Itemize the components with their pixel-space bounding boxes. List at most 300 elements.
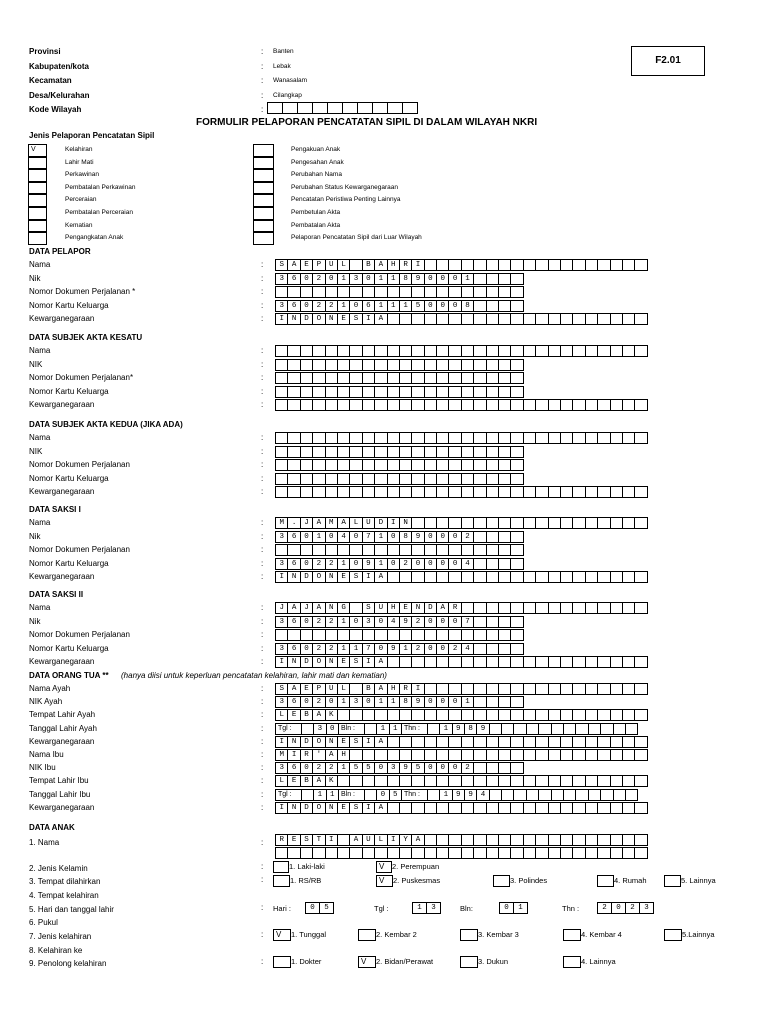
char-cell[interactable] (387, 544, 400, 556)
char-cell[interactable] (510, 372, 523, 384)
char-cell[interactable] (560, 683, 573, 695)
char-cell[interactable] (597, 709, 610, 721)
field-boxes[interactable] (275, 259, 648, 271)
char-cell[interactable] (461, 736, 474, 748)
char-cell[interactable] (473, 486, 486, 498)
char-cell[interactable] (275, 486, 288, 498)
char-cell[interactable] (461, 259, 474, 271)
option-checkbox[interactable]: V (358, 956, 376, 968)
jenis-checkbox[interactable] (253, 144, 274, 157)
char-cell[interactable] (486, 656, 499, 668)
char-cell[interactable]: 0 (436, 762, 449, 774)
char-cell[interactable]: 5 (319, 902, 334, 914)
char-cell[interactable] (337, 432, 350, 444)
char-cell[interactable] (473, 558, 486, 570)
char-cell[interactable] (424, 749, 437, 761)
char-cell[interactable] (498, 359, 511, 371)
char-cell[interactable] (473, 847, 486, 859)
char-cell[interactable] (597, 802, 610, 814)
char-cell[interactable] (510, 446, 523, 458)
char-cell[interactable] (622, 313, 635, 325)
char-cell[interactable]: D (300, 656, 313, 668)
char-cell[interactable] (600, 723, 613, 735)
char-cell[interactable]: 0 (448, 531, 461, 543)
char-cell[interactable] (436, 736, 449, 748)
char-cell[interactable] (538, 789, 551, 801)
char-cell[interactable] (399, 709, 412, 721)
field-boxes[interactable] (275, 629, 524, 641)
char-cell[interactable] (560, 259, 573, 271)
char-cell[interactable] (613, 723, 626, 735)
char-cell[interactable] (448, 775, 461, 787)
char-cell[interactable] (448, 259, 461, 271)
char-cell[interactable] (473, 602, 486, 614)
char-cell[interactable] (387, 802, 400, 814)
char-cell[interactable] (448, 345, 461, 357)
char-cell[interactable] (374, 544, 387, 556)
char-cell[interactable] (560, 517, 573, 529)
char-cell[interactable]: I (275, 571, 288, 583)
char-cell[interactable] (486, 345, 499, 357)
char-cell[interactable] (597, 486, 610, 498)
char-cell[interactable]: 0 (436, 616, 449, 628)
char-cell[interactable]: 3 (275, 696, 288, 708)
char-cell[interactable] (374, 749, 387, 761)
char-cell[interactable] (585, 313, 598, 325)
char-cell[interactable] (572, 399, 585, 411)
char-cell[interactable] (585, 656, 598, 668)
char-cell[interactable] (349, 446, 362, 458)
char-cell[interactable] (473, 544, 486, 556)
char-cell[interactable]: I (411, 683, 424, 695)
field-boxes[interactable] (275, 459, 524, 471)
hari-boxes[interactable] (305, 902, 334, 914)
char-cell[interactable] (486, 571, 499, 583)
char-cell[interactable]: 2 (312, 696, 325, 708)
char-cell[interactable]: 3 (275, 762, 288, 774)
char-cell[interactable] (597, 834, 610, 846)
char-cell[interactable] (634, 571, 647, 583)
char-cell[interactable] (374, 372, 387, 384)
char-cell[interactable] (486, 446, 499, 458)
char-cell[interactable] (300, 486, 313, 498)
jenis-checkbox[interactable] (253, 182, 274, 195)
char-cell[interactable] (424, 834, 437, 846)
char-cell[interactable] (461, 571, 474, 583)
char-cell[interactable]: R (448, 602, 461, 614)
char-cell[interactable] (275, 544, 288, 556)
date-value-cell[interactable]: 0 (376, 789, 389, 801)
char-cell[interactable] (337, 629, 350, 641)
char-cell[interactable] (399, 359, 412, 371)
char-cell[interactable]: L (337, 259, 350, 271)
char-cell[interactable]: S (362, 602, 375, 614)
char-cell[interactable] (535, 736, 548, 748)
char-cell[interactable] (374, 386, 387, 398)
char-cell[interactable]: A (287, 602, 300, 614)
char-cell[interactable]: D (300, 313, 313, 325)
char-cell[interactable] (486, 486, 499, 498)
char-cell[interactable]: 0 (411, 558, 424, 570)
char-cell[interactable] (300, 459, 313, 471)
char-cell[interactable] (337, 359, 350, 371)
char-cell[interactable] (535, 834, 548, 846)
char-cell[interactable] (312, 372, 325, 384)
char-cell[interactable]: L (275, 775, 288, 787)
char-cell[interactable] (287, 432, 300, 444)
char-cell[interactable]: 8 (399, 531, 412, 543)
char-cell[interactable] (436, 486, 449, 498)
char-cell[interactable] (548, 656, 561, 668)
char-cell[interactable] (436, 345, 449, 357)
char-cell[interactable]: 1 (399, 643, 412, 655)
char-cell[interactable]: 0 (300, 762, 313, 774)
char-cell[interactable] (572, 775, 585, 787)
field-boxes[interactable] (275, 544, 524, 556)
jenis-checkbox[interactable] (253, 220, 274, 233)
field-boxes[interactable] (275, 802, 648, 814)
char-cell[interactable] (473, 749, 486, 761)
char-cell[interactable] (424, 372, 437, 384)
char-cell[interactable] (349, 399, 362, 411)
char-cell[interactable] (461, 313, 474, 325)
char-cell[interactable] (337, 473, 350, 485)
char-cell[interactable] (424, 345, 437, 357)
char-cell[interactable] (387, 571, 400, 583)
char-cell[interactable] (349, 749, 362, 761)
char-cell[interactable] (411, 372, 424, 384)
char-cell[interactable] (535, 709, 548, 721)
char-cell[interactable] (610, 399, 623, 411)
field-boxes[interactable] (275, 313, 648, 325)
char-cell[interactable] (300, 432, 313, 444)
char-cell[interactable] (535, 775, 548, 787)
char-cell[interactable] (510, 345, 523, 357)
char-cell[interactable]: D (424, 602, 437, 614)
char-cell[interactable]: O (312, 736, 325, 748)
char-cell[interactable] (560, 709, 573, 721)
char-cell[interactable] (411, 775, 424, 787)
char-cell[interactable]: J (275, 602, 288, 614)
char-cell[interactable]: N (325, 802, 338, 814)
char-cell[interactable] (399, 629, 412, 641)
char-cell[interactable] (585, 683, 598, 695)
char-cell[interactable] (498, 399, 511, 411)
char-cell[interactable]: 1 (337, 300, 350, 312)
char-cell[interactable] (461, 709, 474, 721)
char-cell[interactable] (548, 775, 561, 787)
char-cell[interactable] (275, 372, 288, 384)
char-cell[interactable]: 1 (461, 273, 474, 285)
char-cell[interactable]: N (287, 802, 300, 814)
char-cell[interactable] (572, 571, 585, 583)
char-cell[interactable] (287, 459, 300, 471)
char-cell[interactable] (597, 313, 610, 325)
char-cell[interactable] (399, 386, 412, 398)
char-cell[interactable] (448, 544, 461, 556)
char-cell[interactable] (486, 696, 499, 708)
char-cell[interactable] (399, 775, 412, 787)
char-cell[interactable] (634, 399, 647, 411)
char-cell[interactable] (411, 736, 424, 748)
char-cell[interactable] (498, 696, 511, 708)
char-cell[interactable] (572, 847, 585, 859)
char-cell[interactable] (461, 459, 474, 471)
char-cell[interactable]: S (349, 656, 362, 668)
char-cell[interactable] (610, 517, 623, 529)
char-cell[interactable] (572, 602, 585, 614)
char-cell[interactable] (473, 709, 486, 721)
char-cell[interactable]: 2 (461, 531, 474, 543)
char-cell[interactable] (297, 102, 313, 114)
char-cell[interactable]: I (275, 802, 288, 814)
char-cell[interactable] (275, 432, 288, 444)
char-cell[interactable] (399, 313, 412, 325)
char-cell[interactable]: 1 (374, 696, 387, 708)
char-cell[interactable] (498, 345, 511, 357)
char-cell[interactable]: Y (399, 834, 412, 846)
char-cell[interactable] (585, 834, 598, 846)
field-boxes[interactable] (275, 386, 524, 398)
char-cell[interactable]: 5 (362, 762, 375, 774)
char-cell[interactable] (325, 629, 338, 641)
char-cell[interactable]: 0 (325, 273, 338, 285)
char-cell[interactable]: S (275, 683, 288, 695)
char-cell[interactable]: 4 (337, 531, 350, 543)
char-cell[interactable] (486, 544, 499, 556)
char-cell[interactable] (312, 386, 325, 398)
char-cell[interactable] (448, 486, 461, 498)
char-cell[interactable]: S (349, 736, 362, 748)
char-cell[interactable] (399, 802, 412, 814)
char-cell[interactable] (461, 359, 474, 371)
char-cell[interactable]: 2 (325, 762, 338, 774)
char-cell[interactable] (486, 643, 499, 655)
char-cell[interactable]: 0 (300, 616, 313, 628)
char-cell[interactable] (523, 802, 536, 814)
char-cell[interactable] (486, 313, 499, 325)
char-cell[interactable] (523, 749, 536, 761)
char-cell[interactable]: E (287, 709, 300, 721)
char-cell[interactable] (585, 736, 598, 748)
char-cell[interactable] (287, 629, 300, 641)
char-cell[interactable] (275, 286, 288, 298)
char-cell[interactable]: D (300, 736, 313, 748)
char-cell[interactable] (436, 709, 449, 721)
char-cell[interactable]: 6 (287, 273, 300, 285)
char-cell[interactable] (287, 386, 300, 398)
char-cell[interactable] (572, 432, 585, 444)
char-cell[interactable] (535, 313, 548, 325)
char-cell[interactable] (473, 802, 486, 814)
char-cell[interactable]: B (300, 709, 313, 721)
char-cell[interactable]: U (325, 259, 338, 271)
char-cell[interactable]: 2 (325, 300, 338, 312)
jenis-checkbox[interactable] (28, 220, 47, 233)
char-cell[interactable] (597, 656, 610, 668)
option-checkbox[interactable]: V (376, 875, 393, 887)
char-cell[interactable]: 1 (461, 696, 474, 708)
char-cell[interactable]: 0 (448, 762, 461, 774)
char-cell[interactable] (498, 286, 511, 298)
char-cell[interactable]: M (275, 749, 288, 761)
char-cell[interactable]: R (399, 683, 412, 695)
char-cell[interactable] (572, 259, 585, 271)
char-cell[interactable] (510, 656, 523, 668)
char-cell[interactable] (610, 602, 623, 614)
char-cell[interactable]: ' (312, 749, 325, 761)
char-cell[interactable]: 0 (300, 273, 313, 285)
char-cell[interactable] (473, 531, 486, 543)
char-cell[interactable] (610, 313, 623, 325)
char-cell[interactable]: 4 (461, 643, 474, 655)
char-cell[interactable] (275, 399, 288, 411)
char-cell[interactable]: P (312, 259, 325, 271)
char-cell[interactable]: 1 (349, 643, 362, 655)
char-cell[interactable] (585, 602, 598, 614)
field-boxes[interactable] (275, 446, 524, 458)
char-cell[interactable] (560, 847, 573, 859)
char-cell[interactable] (526, 789, 539, 801)
char-cell[interactable] (374, 847, 387, 859)
char-cell[interactable]: 0 (374, 616, 387, 628)
char-cell[interactable]: 1 (337, 616, 350, 628)
char-cell[interactable] (399, 473, 412, 485)
char-cell[interactable] (461, 775, 474, 787)
char-cell[interactable] (349, 432, 362, 444)
char-cell[interactable] (498, 432, 511, 444)
char-cell[interactable] (622, 709, 635, 721)
char-cell[interactable]: 8 (399, 696, 412, 708)
field-boxes[interactable] (275, 775, 648, 787)
char-cell[interactable] (510, 300, 523, 312)
char-cell[interactable] (610, 749, 623, 761)
char-cell[interactable] (424, 473, 437, 485)
char-cell[interactable] (436, 432, 449, 444)
char-cell[interactable] (634, 432, 647, 444)
char-cell[interactable]: 3 (349, 696, 362, 708)
jenis-checkbox[interactable] (253, 207, 274, 220)
char-cell[interactable]: N (325, 571, 338, 583)
field-boxes[interactable] (275, 517, 648, 529)
char-cell[interactable] (342, 102, 358, 114)
char-cell[interactable] (523, 486, 536, 498)
char-cell[interactable]: G (337, 602, 350, 614)
char-cell[interactable] (461, 399, 474, 411)
field-boxes[interactable] (275, 683, 648, 695)
char-cell[interactable] (572, 834, 585, 846)
char-cell[interactable] (473, 273, 486, 285)
char-cell[interactable]: N (287, 571, 300, 583)
char-cell[interactable] (448, 683, 461, 695)
char-cell[interactable]: 3 (275, 531, 288, 543)
char-cell[interactable] (387, 656, 400, 668)
char-cell[interactable]: 0 (448, 300, 461, 312)
char-cell[interactable] (448, 473, 461, 485)
char-cell[interactable]: 8 (399, 273, 412, 285)
thn-boxes[interactable] (597, 902, 654, 914)
char-cell[interactable] (436, 656, 449, 668)
char-cell[interactable] (486, 834, 499, 846)
char-cell[interactable] (473, 473, 486, 485)
char-cell[interactable] (349, 359, 362, 371)
char-cell[interactable]: M (275, 517, 288, 529)
date-value-cell[interactable]: 3 (313, 723, 326, 735)
tgl-boxes[interactable] (412, 902, 441, 914)
char-cell[interactable]: 2 (411, 643, 424, 655)
char-cell[interactable] (510, 399, 523, 411)
char-cell[interactable]: N (325, 656, 338, 668)
option-checkbox[interactable] (358, 929, 376, 941)
char-cell[interactable]: M (325, 517, 338, 529)
char-cell[interactable] (486, 616, 499, 628)
char-cell[interactable]: S (300, 834, 313, 846)
char-cell[interactable]: 1 (374, 558, 387, 570)
char-cell[interactable] (387, 432, 400, 444)
char-cell[interactable]: N (287, 736, 300, 748)
char-cell[interactable] (513, 789, 526, 801)
char-cell[interactable] (312, 286, 325, 298)
char-cell[interactable]: 0 (349, 531, 362, 543)
char-cell[interactable] (461, 286, 474, 298)
char-cell[interactable] (473, 736, 486, 748)
char-cell[interactable] (448, 359, 461, 371)
char-cell[interactable] (325, 372, 338, 384)
char-cell[interactable] (510, 486, 523, 498)
char-cell[interactable] (411, 517, 424, 529)
char-cell[interactable] (312, 399, 325, 411)
char-cell[interactable] (436, 749, 449, 761)
char-cell[interactable] (411, 656, 424, 668)
char-cell[interactable]: 0 (424, 273, 437, 285)
char-cell[interactable] (572, 486, 585, 498)
char-cell[interactable] (548, 749, 561, 761)
char-cell[interactable] (610, 834, 623, 846)
char-cell[interactable] (510, 286, 523, 298)
char-cell[interactable] (486, 847, 499, 859)
char-cell[interactable]: 2 (597, 902, 612, 914)
char-cell[interactable] (548, 259, 561, 271)
char-cell[interactable]: 1 (337, 696, 350, 708)
char-cell[interactable] (585, 432, 598, 444)
char-cell[interactable]: H (387, 259, 400, 271)
char-cell[interactable] (572, 749, 585, 761)
char-cell[interactable]: 5 (411, 300, 424, 312)
char-cell[interactable] (374, 359, 387, 371)
char-cell[interactable] (436, 259, 449, 271)
char-cell[interactable] (275, 386, 288, 398)
char-cell[interactable] (523, 847, 536, 859)
jenis-checkbox[interactable] (28, 207, 47, 220)
char-cell[interactable] (473, 762, 486, 774)
char-cell[interactable] (357, 102, 373, 114)
char-cell[interactable] (374, 459, 387, 471)
char-cell[interactable]: 0 (424, 531, 437, 543)
char-cell[interactable] (461, 683, 474, 695)
char-cell[interactable] (498, 616, 511, 628)
char-cell[interactable] (424, 432, 437, 444)
char-cell[interactable] (585, 802, 598, 814)
char-cell[interactable] (424, 386, 437, 398)
char-cell[interactable] (510, 643, 523, 655)
char-cell[interactable] (461, 834, 474, 846)
char-cell[interactable] (597, 736, 610, 748)
char-cell[interactable] (510, 709, 523, 721)
char-cell[interactable] (498, 473, 511, 485)
char-cell[interactable] (634, 656, 647, 668)
char-cell[interactable]: . (287, 517, 300, 529)
char-cell[interactable]: 0 (300, 531, 313, 543)
